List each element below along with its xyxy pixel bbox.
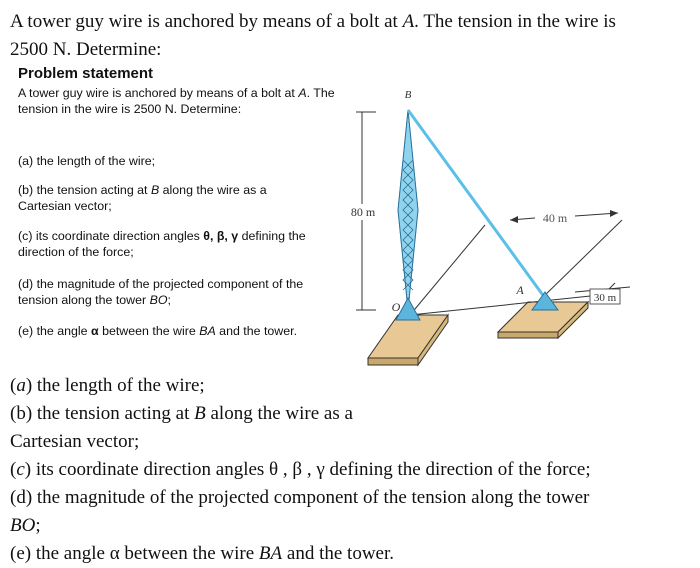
problem-tower-bo: BO bbox=[149, 293, 168, 307]
part-d-continued bbox=[10, 512, 696, 540]
part-c bbox=[10, 456, 696, 484]
part-c-text: ( bbox=[10, 459, 17, 480]
label-b: B bbox=[404, 89, 412, 101]
dim-30-label: 30 m bbox=[593, 292, 617, 304]
part-e-text: (e) the angle α between the wire bbox=[10, 543, 259, 564]
problem-point-b: B bbox=[150, 183, 160, 197]
guide-line bbox=[410, 225, 485, 315]
part-b-continued: Cartesian vector; bbox=[10, 431, 140, 452]
part-d-text: ; bbox=[35, 515, 41, 536]
part-e-text: and the tower. bbox=[282, 543, 394, 564]
problem-text-part: along the wire as a Cartesian vector; bbox=[18, 183, 267, 213]
problem-statement-box bbox=[18, 65, 338, 338]
part-e bbox=[10, 540, 696, 568]
problem-text-part: (b) the tension acting at bbox=[18, 183, 151, 197]
intro-text bbox=[10, 8, 696, 64]
part-e-wire: BA bbox=[258, 543, 283, 564]
intro-text-part: A tower guy wire is anchored by means of a bolt at bbox=[10, 11, 403, 32]
question-parts bbox=[10, 372, 696, 568]
problem-text-part: (c) its coordinate direction angles bbox=[18, 229, 204, 243]
part-b-text: (b) the tension acting at bbox=[10, 403, 195, 424]
part-c-text: ) its coordinate direction angles θ , β , γ defining the direction of the force; bbox=[24, 459, 591, 480]
part-a-letter: a bbox=[16, 375, 26, 396]
label-o: O bbox=[391, 300, 401, 314]
problem-part-d bbox=[18, 276, 328, 308]
tower-base bbox=[368, 315, 448, 365]
part-a-text: ) the length of the wire; bbox=[25, 375, 205, 396]
part-b-point: B bbox=[194, 403, 206, 424]
problem-text-part: (d) the magnitude of the projected component of the tension along the tower bbox=[18, 277, 304, 307]
problem-point-a: A bbox=[298, 86, 307, 100]
problem-part-a: (a) the length of the wire; bbox=[18, 154, 156, 168]
intro-point-a: A bbox=[402, 11, 415, 32]
part-b bbox=[10, 400, 696, 428]
problem-text-part: . The tension in the wire is 2500 N. Determine: bbox=[18, 86, 335, 116]
anchor-bolt bbox=[532, 292, 558, 310]
problem-alpha: α bbox=[91, 324, 99, 338]
problem-text-part: defining the direction of the force; bbox=[18, 229, 306, 259]
problem-text-part: (e) the angle bbox=[18, 324, 92, 338]
problem-part-e bbox=[18, 323, 318, 339]
problem-text-part: and the tower. bbox=[215, 324, 298, 338]
tower-figure bbox=[340, 70, 690, 370]
problem-text-part: A tower guy wire is anchored by means of a bolt at bbox=[18, 86, 299, 100]
problem-part-c bbox=[18, 228, 318, 260]
problem-wire-ba: BA bbox=[199, 324, 216, 338]
dim-40-label: 40 m bbox=[542, 211, 568, 225]
part-c-letter: c bbox=[16, 459, 25, 480]
part-a: (a) the length of the wire; bbox=[10, 375, 205, 396]
part-d-tower: BO bbox=[10, 515, 36, 536]
intro-line-2: 2500 N. Determine: bbox=[10, 39, 162, 60]
problem-text-part: between the wire bbox=[98, 324, 200, 338]
tower-lattice bbox=[398, 110, 418, 310]
guy-wire bbox=[408, 110, 545, 298]
problem-angles: θ, β, γ bbox=[203, 229, 239, 243]
intro-line-1 bbox=[10, 11, 616, 32]
problem-part-b bbox=[18, 182, 318, 214]
problem-text bbox=[18, 85, 338, 117]
intro-text-part: . The tension in the wire is bbox=[414, 11, 616, 32]
height-label: 80 m bbox=[350, 205, 376, 219]
problem-text-part: ; bbox=[167, 293, 171, 307]
label-a: A bbox=[516, 283, 524, 297]
part-d: (d) the magnitude of the projected component of the tension along the tower bbox=[10, 487, 590, 508]
problem-heading: Problem statement bbox=[18, 65, 154, 82]
part-b-text: along the wire as a bbox=[205, 403, 353, 424]
